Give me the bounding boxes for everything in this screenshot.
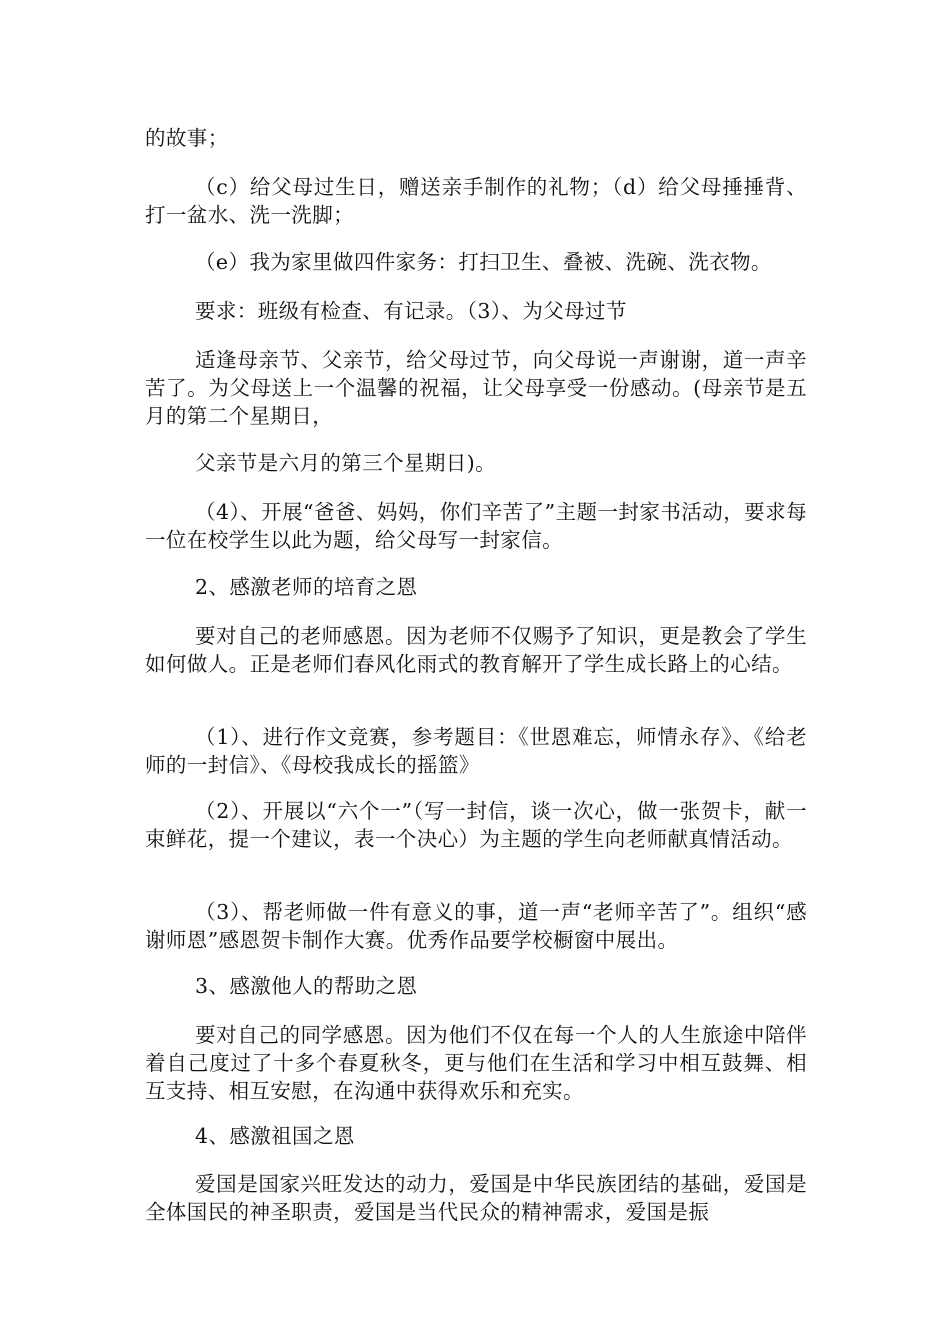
paragraph-9: （1）、进行作文竞赛，参考题目：《世恩难忘，师情永存》、《给老师的一封信》、《母校我成长的摇篮》 (145, 725, 807, 777)
paragraph-5: 适逢母亲节、父亲节，给父母过节，向父母说一声谢谢，道一声辛苦了。为父母送上一个温馨的祝福，让父母享受一份感动。(母亲节是五月的第二个星期日， (145, 348, 807, 428)
paragraph-6: 父亲节是六月的第三个星期日)。 (195, 451, 496, 475)
paragraph-13: 爱国是国家兴旺发达的动力，爱国是中华民族团结的基础，爱国是全体国民的神圣职责，爱国是当代民众的精神需求，爱国是振 (145, 1172, 807, 1224)
paragraph-8: 要对自己的老师感恩。因为老师不仅赐予了知识，更是教会了学生如何做人。正是老师们春风化雨式的教育解开了学生成长路上的心结。 (145, 624, 807, 676)
paragraph-7: （4）、开展“爸爸、妈妈，你们辛苦了”主题一封家书活动，要求每一位在校学生以此为题，给父母写一封家信。 (145, 500, 807, 552)
paragraph-1: 的故事； (145, 126, 229, 150)
paragraph-10: （2）、开展以“六个一”（写一封信，谈一次心，做一张贺卡，献一束鲜花，提一个建议，表一个决心）为主题的学生向老师献真情活动。 (145, 799, 807, 851)
section-heading-2: 2、感激老师的培育之恩 (195, 575, 418, 599)
section-heading-4: 4、感激祖国之恩 (195, 1124, 355, 1148)
section-heading-3: 3、感激他人的帮助之恩 (195, 974, 418, 998)
paragraph-2: （c）给父母过生日，赠送亲手制作的礼物；（d）给父母捶捶背、打一盆水、洗一洗脚； (145, 175, 807, 227)
paragraph-11: （3）、帮老师做一件有意义的事，道一声“老师辛苦了”。组织“感谢师恩”感恩贺卡制作大赛。优秀作品要学校橱窗中展出。 (145, 900, 807, 952)
paragraph-4: 要求：班级有检查、有记录。（3）、为父母过节 (195, 299, 627, 323)
paragraph-3: （e）我为家里做四件家务：打扫卫生、叠被、洗碗、洗衣物。 (195, 250, 772, 274)
paragraph-12: 要对自己的同学感恩。因为他们不仅在每一个人的人生旅途中陪伴着自己度过了十多个春夏秋冬，更与他们在生活和学习中相互鼓舞、相互支持、相互安慰，在沟通中获得欢乐和充实。 (145, 1023, 807, 1103)
